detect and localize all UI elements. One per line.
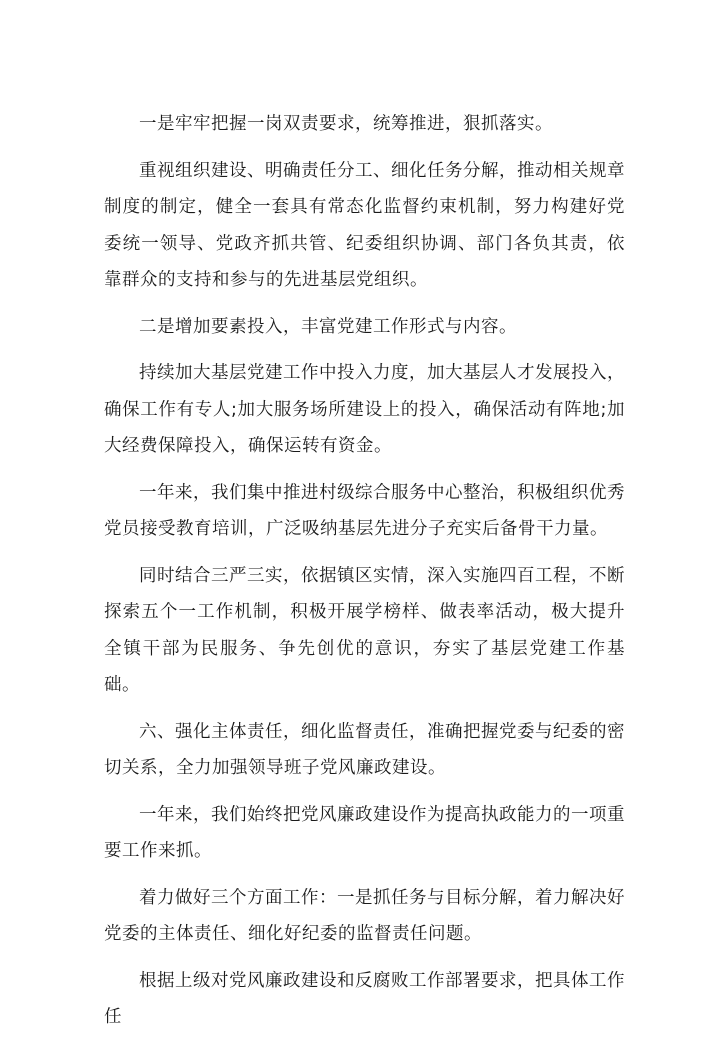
paragraph: 二是增加要素投入，丰富党建工作形式与内容。 — [139, 316, 517, 337]
paragraph: 重视组织建设、明确责任分工、细化任务分解，推动相关规章制度的制定，健全一套具有常态化监督约束机制，努力构建好党委统一领导、党政齐抓共管、纪委组织协调、部门各负其责，依靠群众的支持和参与的先进基层党组织。 — [104, 160, 625, 290]
paragraph: 根据上级对党风廉政建设和反腐败工作部署要求，把具体工作任 — [104, 970, 625, 1027]
paragraph: 同时结合三严三实，依据镇区实情，深入实施四百工程，不断探索五个一工作机制，积极开展学榜样、做表率活动，极大提升全镇干部为民服务、争先创优的意识，夯实了基层党建工作基础。 — [104, 565, 625, 695]
paragraph: 一是牢牢把握一岗双责要求，统筹推进，狠抓落实。 — [139, 114, 553, 134]
paragraph: 一年来，我们始终把党风廉政建设作为提高执政能力的一项重要工作来抓。 — [104, 804, 625, 861]
paragraph: 六、强化主体责任，细化监督责任，准确把握党委与纪委的密切关系，全力加强领导班子党风廉政建设。 — [104, 721, 625, 778]
paragraph: 持续加大基层党建工作中投入力度，加大基层人才发展投入，确保工作有专人;加大服务场所建设上的投入，确保活动有阵地;加大经费保障投入，确保运转有资金。 — [104, 363, 625, 456]
document-body — [104, 106, 625, 1046]
paragraph: 一年来，我们集中推进村级综合服务中心整治，积极组织优秀党员接受教育培训，广泛吸纳基层先进分子充实后备骨干力量。 — [104, 482, 625, 539]
paragraph: 着力做好三个方面工作：一是抓任务与目标分解，着力解决好党委的主体责任、细化好纪委的监督责任问题。 — [104, 887, 625, 944]
